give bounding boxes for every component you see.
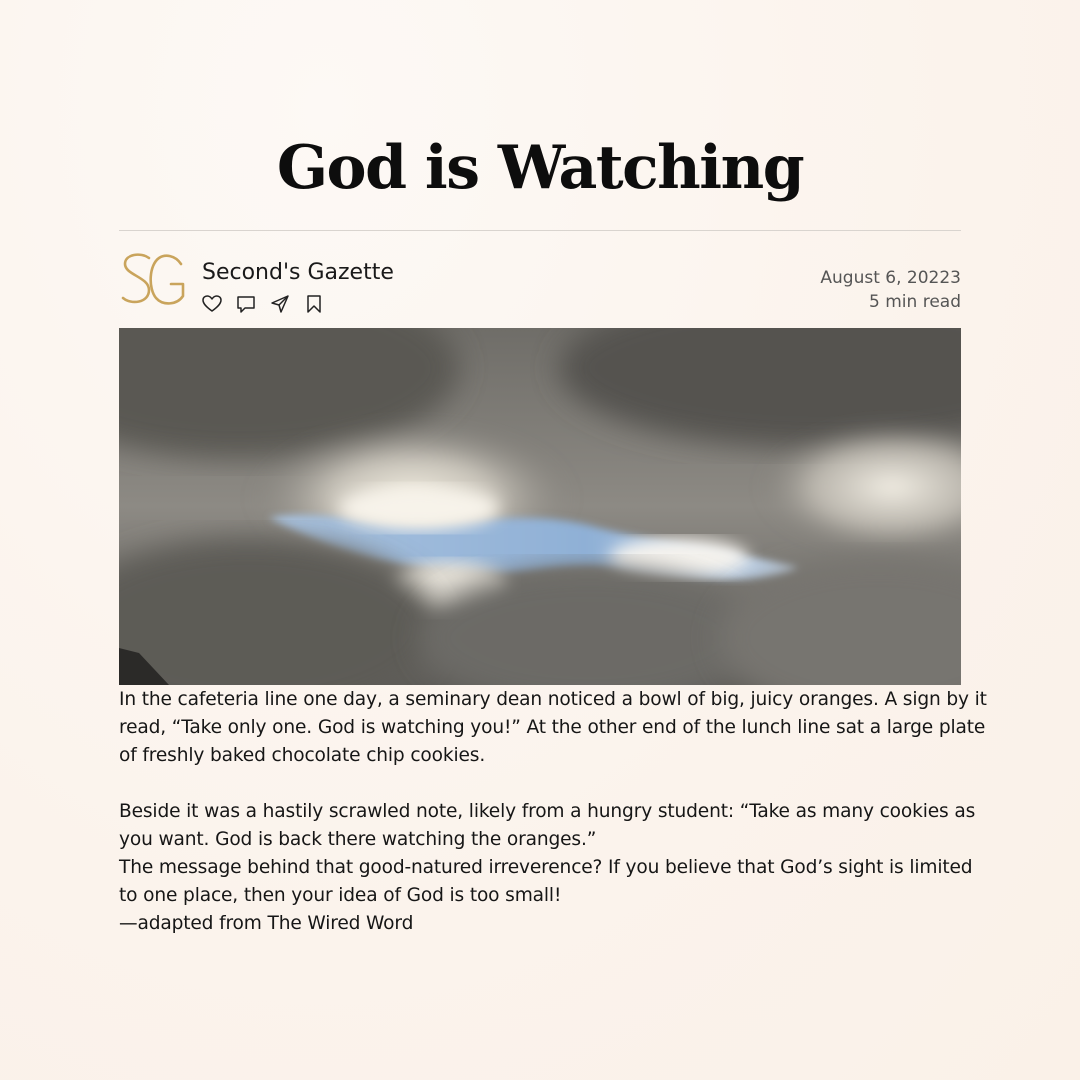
publication-logo[interactable] bbox=[119, 248, 189, 312]
body-paragraph: Beside it was a hastily scrawled note, likely from a hungry student: “Take as many cookies as you want. God is back there watching the oranges.” bbox=[119, 801, 976, 850]
attribution: —adapted from The Wired Word bbox=[119, 913, 414, 934]
sg-logo-icon bbox=[119, 248, 189, 312]
body-paragraph: In the cafeteria line one day, a seminary dean noticed a bowl of big, juicy oranges. A sign by it read, “Take only one. God is watching you!” At the other end of the lunch line sat a large plate of freshly baked chocolate chip cookies. bbox=[119, 689, 987, 766]
read-time: 5 min read bbox=[869, 292, 961, 312]
heart-icon[interactable] bbox=[201, 293, 223, 315]
article-body bbox=[119, 686, 989, 938]
comment-icon[interactable] bbox=[235, 293, 257, 315]
share-icon[interactable] bbox=[269, 293, 291, 315]
article-photo bbox=[119, 328, 961, 685]
article-actions bbox=[201, 293, 325, 315]
body-paragraph: The message behind that good-natured irreverence? If you believe that God’s sight is limited to one place, then your idea of God is too small! bbox=[119, 857, 973, 906]
publish-date: August 6, 20223 bbox=[820, 268, 961, 288]
divider bbox=[119, 230, 961, 231]
article-meta bbox=[820, 266, 961, 314]
bookmark-icon[interactable] bbox=[303, 293, 325, 315]
publication-name[interactable]: Second's Gazette bbox=[202, 260, 394, 285]
article-title: God is Watching bbox=[276, 133, 804, 203]
